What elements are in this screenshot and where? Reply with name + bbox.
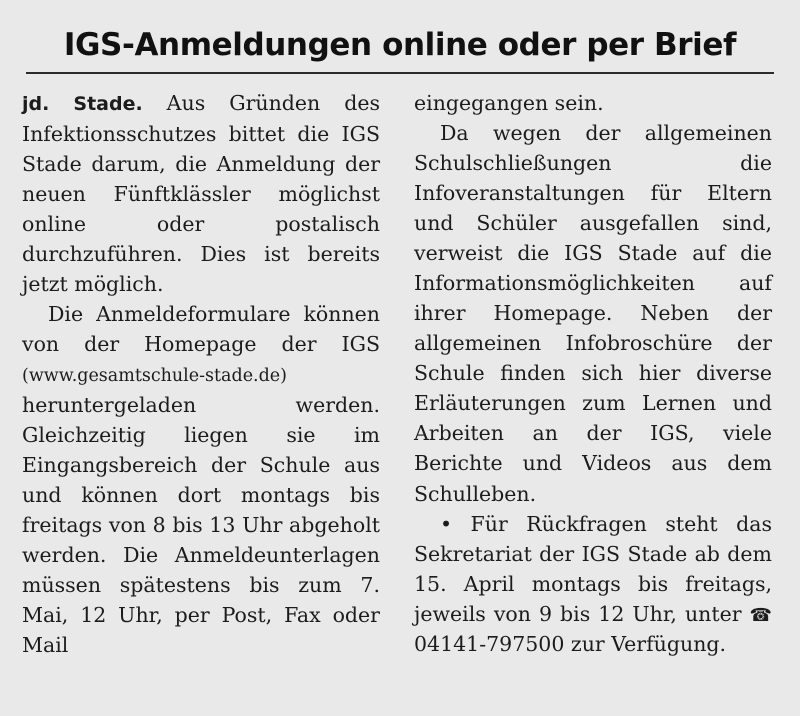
paragraph-forms: [22, 299, 380, 660]
school-homepage-url: (www.gesamtschule-stade.de): [22, 366, 287, 387]
article-columns: [22, 88, 778, 660]
paragraph-info: Da wegen der allgemeinen Schulschließungen die Infoveranstaltungen für Eltern und Schüler ausgefallen sind, verweist die IGS Stade auf die Informationsmöglichkeiten auf ihrer Homepage. Neben der allgemeinen Infobroschüre der Schule finden sich hier diverse Erläuterungen zum Lernen und Arbeiten an der IGS, viele Berichte und Videos aus dem Schulleben.: [414, 121, 772, 506]
page-title: IGS-Anmeldungen online oder per Brief: [63, 27, 737, 63]
telephone-icon: ☎: [749, 604, 772, 626]
paragraph-intro: [22, 88, 380, 299]
paragraph-continuation: eingegangen sein.: [414, 91, 604, 116]
paragraph-contact: [414, 509, 772, 659]
phone-number: 04141-797500: [414, 631, 565, 656]
headline-divider: [26, 72, 774, 74]
dateline: jd. Stade.: [22, 93, 143, 116]
paragraph-forms-text-b: heruntergeladen werden. Gleichzeitig liegen sie im Eingangsbereich der Schule aus und können dort montags bis freitags von 8 bis 13 Uhr abgeholt werden. Die Anmeldeunterlagen müssen spätestens bis zum 7. Mai, 12 Uhr, per Post, Fax oder Mail: [22, 392, 380, 658]
bullet-marker: •: [440, 511, 453, 536]
paragraph-contact-text-b: zur Verfügung.: [564, 631, 727, 656]
paragraph-intro-text: Aus Gründen des Infektionsschutzes bittet die IGS Stade darum, die Anmeldung der neuen Fünftklässler möglichst online oder postalisch durchzuführen. Dies ist bereits jetzt möglich.: [22, 91, 380, 297]
right-column: [414, 88, 772, 659]
paragraph-forms-text-a: Die Anmeldeformulare können von der Homepage der IGS: [22, 302, 380, 357]
paragraph-contact-text-a: Für Rückfragen steht das Sekretariat der IGS Stade ab dem 15. April montags bis freitags, jeweils von 9 bis 12 Uhr, unter: [414, 511, 772, 626]
left-column: [22, 88, 380, 660]
